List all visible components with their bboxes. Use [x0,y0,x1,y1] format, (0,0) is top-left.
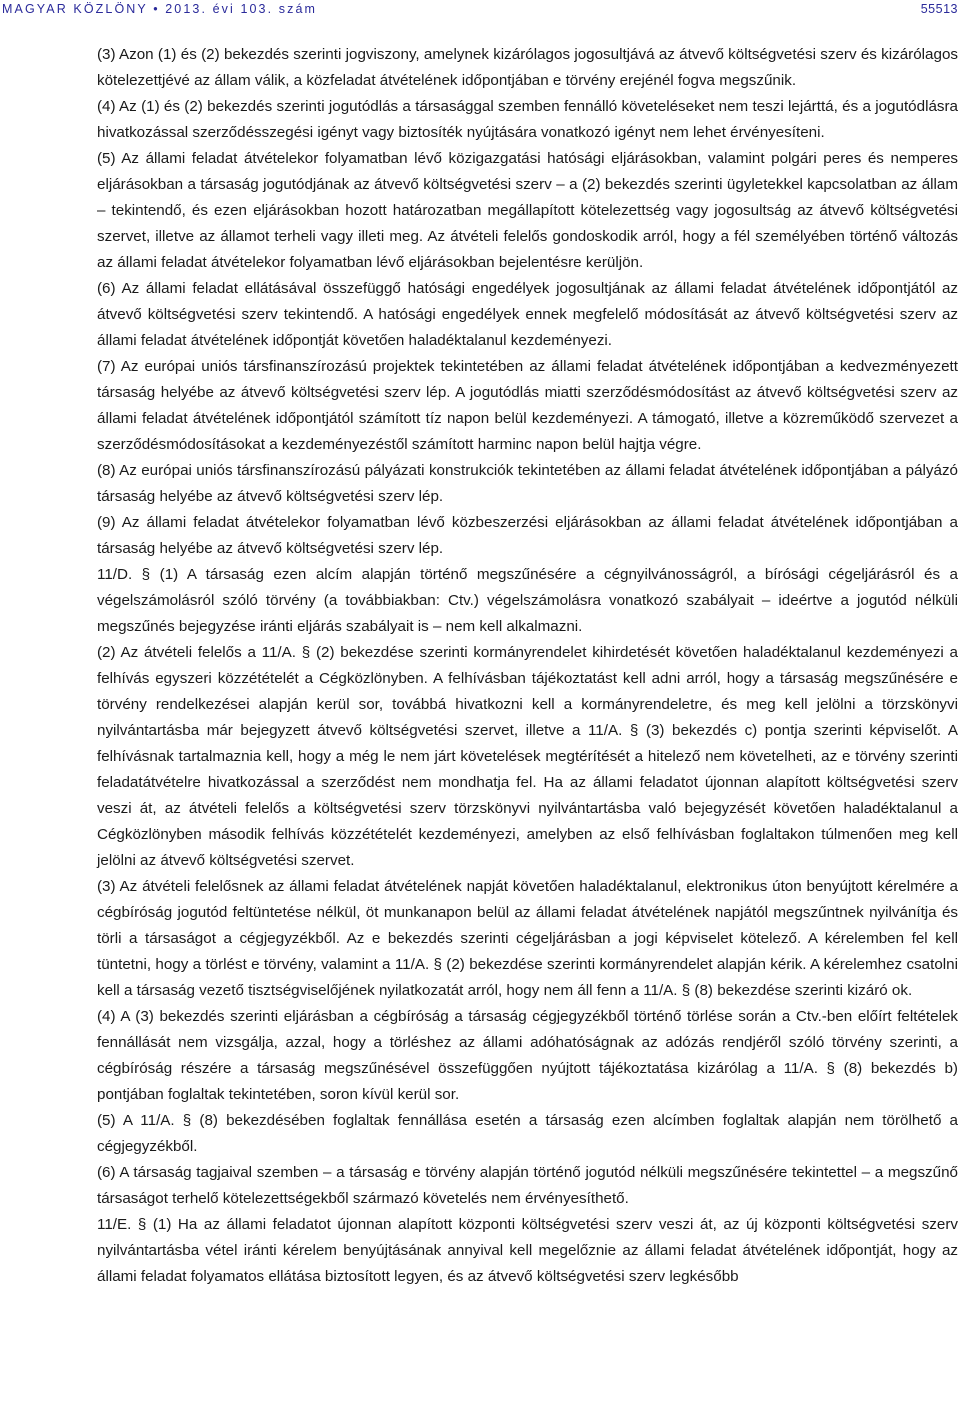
section-11e-1: 11/E. § (1) Ha az állami feladatot újonnan alapított központi költségvetési szerv veszi át, az új központi költségvetési szerv nyilvántartásba vétel iránti kérelem benyújtásának annyival kell megelőznie az állami feladat átvételének időpontját, hogy az állami feladat folyamatos ellátása biztosított legyen, és az átvevő költségvetési szerv legkésőbb [97,1216,958,1285]
section-11d-5: (5) A 11/A. § (8) bekezdésében foglaltak fennállása esetén a társaság ezen alcímben foglaltak alapján nem törölhető a cégjegyzékből. [97,1112,958,1155]
paragraph-4: (4) Az (1) és (2) bekezdés szerinti jogutódlás a társasággal szemben fennálló követeléseket nem teszi lejárttá, és a jogutódlásra hivatkozással szerződésszegési igényt vagy biztosíték nyújtására vonatkozó igényt nem lehet érvényesíteni. [97,98,958,141]
section-11d-4: (4) A (3) bekezdés szerinti eljárásban a cégbíróság a társaság cégjegyzékből történő törlése során a Ctv.-ben előírt feltételek fennállását nem vizsgálja, azzal, hogy a törléshez az állami adóhatóságnak az adózás rendjéről szóló törvény szerinti, a cégbíróság részére a társaság megszűnésével összefüggően nyújtott tájékoztatása kizárólag a 11/A. § (8) bekezdés b) pontjában foglaltak tekintetében, soron kívül kerül sor. [97,1008,958,1103]
paragraph-3: (3) Azon (1) és (2) bekezdés szerinti jogviszony, amelynek kizárólagos jogosultjává az átvevő költségvetési szerv és kizárólagos kötelezettjévé az állam válik, a közfeladat átvételének időpontjában e törvény erejénél fogva megszűnik. [97,46,958,89]
paragraph-6: (6) Az állami feladat ellátásával összefüggő hatósági engedélyek jogosultjának az állami feladat átvételének időpontjától az átvevő költségvetési szerv tekintendő. A hatósági engedélyek ennek megfelelő módosítását az átvevő költségvetési szerv az állami feladat átvételének időpontját követően haladéktalanul kezdeményezi. [97,280,958,349]
section-11d-6: (6) A társaság tagjaival szemben – a társaság e törvény alapján történő jogutód nélküli megszűnésére tekintettel – a megszűnő társaságot terhelő kötelezettségekből származó követelés nem érvényesíthető. [97,1164,958,1207]
section-11d-2: (2) Az átvételi felelős a 11/A. § (2) bekezdése szerinti kormányrendelet kihirdetését követően haladéktalanul kezdeményezi a felhívás egyszeri közzétételét a Cégközlönyben. A felhívásban tájékoztatást kell adni arról, hogy a társaság megszűnésére e törvény rendelkezései alapján kerül sor, továbbá hivatkozni kell a kormányrendeletre, és meg kell jelölni a törzskönyvi nyilvántartásba már bejegyzett átvevő költségvetési szervet, illetve a 11/A. § (3) bekezdés c) pontja szerinti képviselőt. A felhívásnak tartalmaznia kell, hogy a még le nem járt követelések megtérítését a hitelező nem követelheti, az e törvény szerinti feladatátvételre hivatkozással a szerződést nem mondhatja fel. Ha az állami feladatot újonnan alapított költségvetési szerv veszi át, az átvételi felelős a költségvetési szerv törzskönyvi nyilvántartásba való bejegyzését követően haladéktalanul a Cégközlönyben második felhívás közzétételét kezdeményezi, amelyben az első felhívásban foglaltakon túlmenően meg kell jelölni az átvevő költségvetési szervet. [97,644,958,869]
section-11d-3: (3) Az átvételi felelősnek az állami feladat átvételének napját követően haladéktalanul, elektronikus úton benyújtott kérelmére a cégbíróság jogutód feltüntetése nélkül, öt munkanapon belül az állami feladat átvételének napjától megszűntnek nyilvánítja és törli a társaságot a cégjegyzékből. Az e bekezdés szerinti cégeljárásban a jogi képviselet kötelező. A kérelemben fel kell tüntetni, hogy a törlést e törvény, valamint a 11/A. § (2) bekezdése szerinti kormányrendelet alapján kérik. A kérelemhez csatolni kell a társaság vezető tisztségviselőjének nyilatkozatát arról, hogy nem áll fenn a 11/A. § (8) bekezdése szerinti kizáró ok. [97,878,958,999]
paragraph-9: (9) Az állami feladat átvételekor folyamatban lévő közbeszerzési eljárásokban az állami feladat átvételének időpontjában a társaság helyébe az átvevő költségvetési szerv lép. [97,514,958,557]
paragraph-8: (8) Az európai uniós társfinanszírozású pályázati konstrukciók tekintetében az állami feladat átvételének időpontjában a pályázó társaság helyébe az átvevő költségvetési szerv lép. [97,462,958,505]
paragraph-5: (5) Az állami feladat átvételekor folyamatban lévő közigazgatási hatósági eljárásokban, valamint polgári peres és nemperes eljárásokban a társaság jogutódjának az átvevő költségvetési szerv – a (2) bekezdés szerinti ügyletekkel kapcsolatban az állam – tekintendő, és ezen eljárásokban hozott határozatban megállapított kötelezettség vagy jogosultság az átvevő költségvetési szervet, illetve az államot terheli vagy illeti meg. Az átvételi felelős gondoskodik arról, hogy a fél személyében történő változás az állami feladat átvételekor folyamatban lévő eljárásokban bejelentésre kerüljön. [97,150,958,271]
page-header [0,0,960,22]
page-number: 55513 [920,2,958,16]
publication-title: MAGYAR KÖZLÖNY • 2013. évi 103. szám [2,2,318,16]
paragraph-7: (7) Az európai uniós társfinanszírozású projektek tekintetében az állami feladat átvételének időpontjában a kedvezményezett társaság helyébe az átvevő költségvetési szerv lép. A jogutódlás miatti szerződésmódosítást az átvevő költségvetési szerv az állami feladat átvételének időpontjától számított tíz napon belül kezdeményezi. A támogató, illetve a közreműködő szervezet a szerződésmódosításokat a kezdeményezéstől számított harminc napon belül hajtja végre. [97,358,958,453]
section-11d-1: 11/D. § (1) A társaság ezen alcím alapján történő megszűnésére a cégnyilvánosságról, a bírósági cégeljárásról és a végelszámolásról szóló törvény (a továbbiakban: Ctv.) végelszámolásra vonatkozó szabályait – ideértve a jogutód nélküli megszűnés bejegyzése iránti eljárás szabályait is – nem kell alkalmazni. [97,566,958,635]
document-body [97,42,958,1290]
